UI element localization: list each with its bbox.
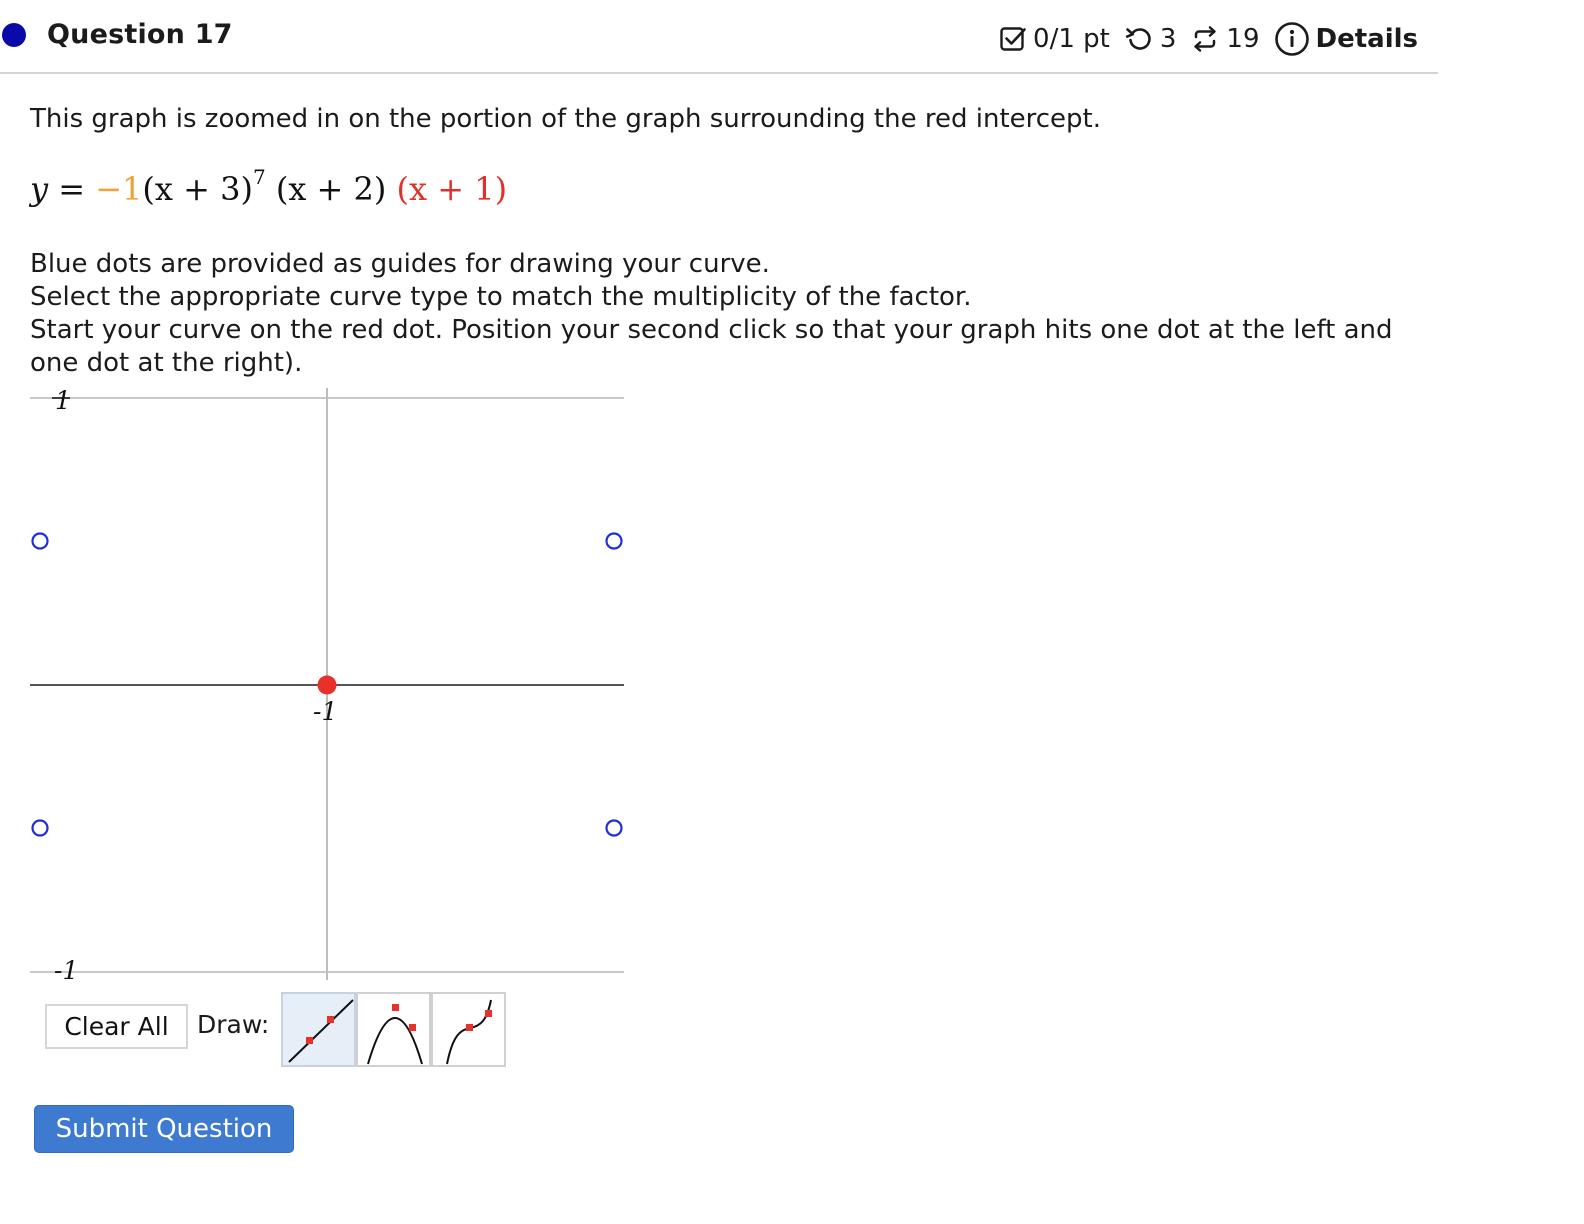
question-title: Question 17: [47, 19, 233, 50]
instruction-line: Start your curve on the red dot. Position your second click so that your graph hits one dot at the left and: [30, 315, 1393, 345]
draw-parabola-tool[interactable]: [356, 992, 431, 1067]
score-text: 0/1 pt: [1033, 24, 1110, 54]
instruction-line: Blue dots are provided as guides for drawing your curve.: [30, 249, 770, 279]
graph-canvas[interactable]: [0, 380, 640, 980]
cubic-tool-icon: [433, 994, 508, 1069]
details-link[interactable]: [1274, 21, 1419, 57]
question-meta: [999, 17, 1418, 61]
equation: [30, 165, 508, 208]
retry-count: 3: [1159, 24, 1177, 54]
question-header: [0, 0, 1438, 74]
score-group: [999, 24, 1110, 54]
y-min-label: -1: [54, 956, 79, 980]
guide-dot: [33, 534, 48, 549]
equation-factor-1-exponent: 7: [252, 165, 266, 189]
guide-dot: [33, 821, 48, 836]
instruction-line: Select the appropriate curve type to match the multiplicity of the factor.: [30, 282, 972, 312]
line-tool-icon: [283, 994, 358, 1069]
retry-group: [1124, 24, 1177, 54]
submissions-count: 19: [1226, 24, 1260, 54]
equation-equals: =: [58, 170, 86, 208]
equation-factor-2: (x + 2): [275, 170, 387, 208]
info-icon[interactable]: [1274, 21, 1310, 57]
y-max-label: 1: [55, 386, 71, 415]
draw-label: Draw:: [197, 1010, 270, 1039]
question-intro: This graph is zoomed in on the portion of the graph surrounding the red intercept.: [30, 104, 1102, 134]
question-status-dot: [2, 23, 26, 47]
red-intercept-dot[interactable]: [318, 676, 337, 695]
details-label[interactable]: Details: [1315, 24, 1418, 54]
submissions-group: [1190, 24, 1259, 54]
equation-leading-coefficient: −1: [95, 170, 143, 208]
guide-dot: [607, 821, 622, 836]
checkbox-icon: [999, 25, 1027, 53]
draw-cubic-tool[interactable]: [431, 992, 506, 1067]
equation-factor-3: (x + 1): [396, 170, 508, 208]
equation-factor-1: (x + 3): [142, 170, 253, 208]
instruction-line: one dot at the right).: [30, 348, 303, 378]
guide-dot: [607, 534, 622, 549]
equation-y: y: [30, 170, 49, 208]
parabola-tool-icon: [358, 994, 433, 1069]
retry-icon: [1124, 24, 1154, 54]
submissions-icon: [1190, 24, 1220, 54]
clear-all-button[interactable]: Clear All: [45, 1004, 188, 1049]
submit-question-button[interactable]: Submit Question: [34, 1105, 294, 1153]
draw-line-tool[interactable]: [281, 992, 356, 1067]
x-label: -1: [313, 697, 338, 726]
instructions: [30, 248, 1410, 380]
